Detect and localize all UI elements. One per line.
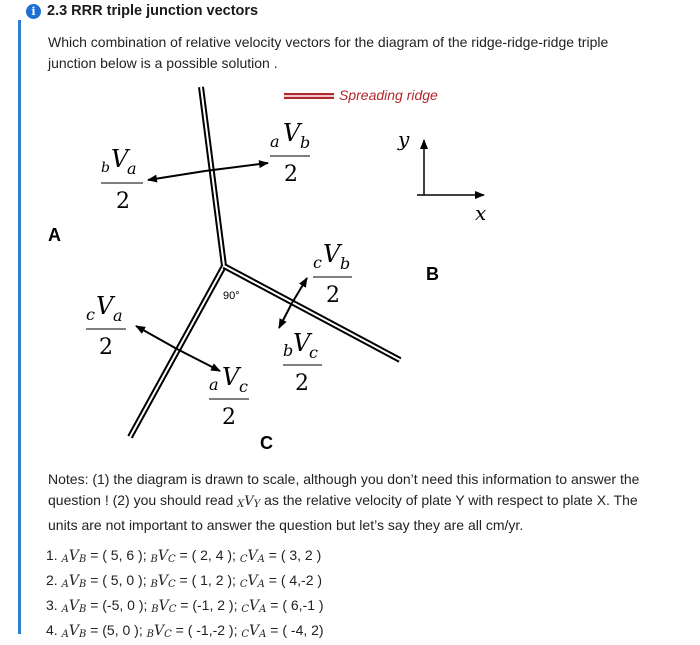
label-bVa <box>101 145 143 214</box>
svg-text:a: a <box>113 306 123 325</box>
svg-text:V: V <box>283 119 301 147</box>
label-cVa <box>86 292 126 360</box>
svg-text:2: 2 <box>222 405 236 430</box>
svg-text:b: b <box>283 341 294 360</box>
svg-text:V: V <box>222 363 240 391</box>
label-bVc <box>283 329 322 396</box>
notes-math: $_XV_Y$ <box>237 494 261 510</box>
answer-option-3[interactable]: 3. $_AV_B = (-5$, 0 ); $_BV_C = (-1$, 2 ); $_CV_A$ = ( 6,-1 ) <box>46 597 324 615</box>
svg-text:c: c <box>309 343 318 362</box>
label-aVc <box>209 363 249 430</box>
svg-text:2: 2 <box>116 189 130 214</box>
angle-label: 90° <box>223 290 240 302</box>
label-aVb <box>270 119 310 187</box>
svg-text:b: b <box>340 254 351 273</box>
arrow-cVa <box>136 326 177 349</box>
plate-label-b: B <box>426 264 439 284</box>
plate-label-c: C <box>260 433 273 453</box>
svg-text:c: c <box>239 377 248 396</box>
legend-label: Spreading ridge <box>339 87 438 103</box>
answer-option-4[interactable]: 4. $_AV_B = (5$, 0 ); $_BV_C$ = ( -1,-2 ); $_CV_A$ = ( -4, 2) <box>46 622 324 640</box>
svg-text:V: V <box>293 329 311 357</box>
svg-text:a: a <box>127 159 137 178</box>
arrow-aVc <box>177 349 220 371</box>
svg-text:V: V <box>111 145 129 173</box>
notes-paragraph <box>48 469 648 536</box>
answer-option-2[interactable]: 2. $_AV_B$ = ( 5, 0 ); $_BV_C$ = ( 1, 2 ); $_CV_A$ = ( 4,-2 ) <box>46 572 323 590</box>
ridge-north <box>201 87 224 266</box>
notes-part2: as the relative velocity of plate Y with respect to plate X. The units are not important to answer the question but let’s say they are all cm/yr. <box>48 492 638 533</box>
arrow-bVc <box>279 303 292 328</box>
arrow-bVa <box>148 171 205 180</box>
svg-text:a: a <box>209 375 219 394</box>
arrow-cVb <box>292 278 307 303</box>
svg-text:c: c <box>86 305 95 324</box>
svg-text:2: 2 <box>326 283 340 308</box>
section-title: 2.3 RRR triple junction vectors <box>47 3 259 19</box>
svg-text:2: 2 <box>284 162 298 187</box>
svg-text:b: b <box>101 160 110 176</box>
svg-text:2: 2 <box>99 335 113 360</box>
label-cVb <box>313 240 352 308</box>
axis-x-label: x <box>475 201 487 225</box>
svg-text:b: b <box>300 133 311 152</box>
notes-part1: Notes: (1) the diagram is drawn to scale, although you don’t need this information to answer the question ! (2) you should read <box>48 471 640 508</box>
axes-indicator <box>397 127 486 225</box>
info-icon: i <box>26 4 41 19</box>
legend-spreading-ridge <box>284 87 438 103</box>
answer-options <box>46 545 324 645</box>
answer-option-1[interactable]: 1. $_AV_B$ = ( 5, 6 ); $_BV_C$ = ( 2, 4 ); $_CV_A$ = ( 3, 2 ) <box>46 547 322 565</box>
svg-text:c: c <box>313 253 322 272</box>
svg-text:2: 2 <box>295 371 309 396</box>
plate-label-a: A <box>48 225 61 245</box>
ridge-southwest <box>130 266 224 437</box>
axis-y-label: y <box>398 127 410 151</box>
svg-text:V: V <box>323 240 341 268</box>
arrow-aVb <box>205 163 268 171</box>
question-text: Which combination of relative velocity vectors for the diagram of the ridge-ridge-ridge triple junction below is a possible solution . <box>48 34 609 71</box>
svg-text:V: V <box>96 292 114 320</box>
svg-text:a: a <box>270 132 280 151</box>
